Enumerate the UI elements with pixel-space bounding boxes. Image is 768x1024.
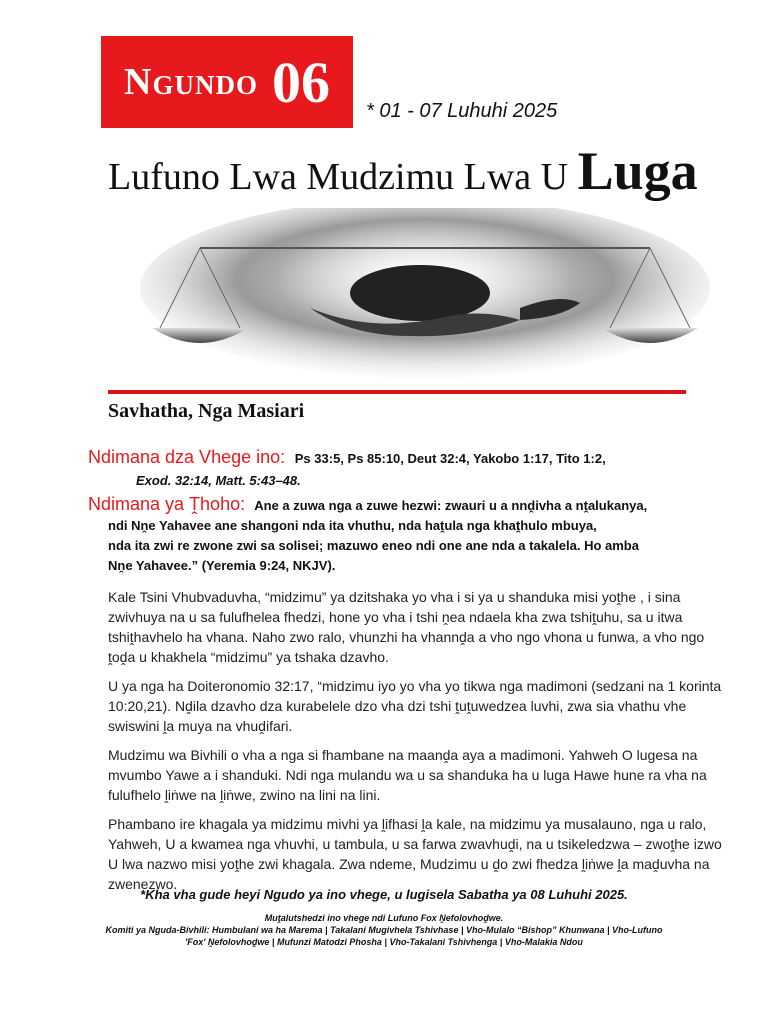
section-divider [108,390,686,394]
body-paragraph: U ya nga ha Doiteronomio 32:17, “midzimu iyo yo vha yo tikwa nga madimoni (sedzani na 1 korinta 10:20,21). Nḓila dzavho dza kurabelele dzo vha dzi tshi ṱuṱuwedzea luvhi, zwa sia vhathu vhe swiswini ḽa muya na vhuḓifari. [108,678,722,734]
memory-verse [88,494,724,576]
body-paragraph: Phambano ire khagala ya midzimu mivhi ya ḽifhasi ḽa kale, na midzimu ya musalauno, nga u ralo, Yahweh, U a kwamea nga vhuvhi, u tambula, u sa farwa zwavhuḓi, na u tsikeledzwa – zwoṱhe izwo U lwa nazwo misi yoṱhe zwi khagala. Zwa ndeme, Mudzimu u ḓo zwi fhedza ḽiṅwe ḽa maḓuvha na zwenezwo. [108,816,722,892]
day-heading: Savhatha, Nga Masiari [108,400,305,422]
weekly-verses-label: Ndimana dza Vhege ino: [88,447,286,467]
memory-verse-line3: nda ita zwi re zwone zwi sa solisei; mazuwo eneo ndi one ane nda a takalela. Ho amba [108,538,639,553]
weekly-verses [88,446,718,492]
memory-verse-line1: Ane a zuwa nga a zuwe hezwi: zwauri u a nnḓivha a nṱalukanya, [254,498,648,513]
lesson-number-banner [101,36,353,128]
weekly-verses-line2: Exod. 32:14, Matt. 5:43–48. [136,473,301,488]
credits-line: Muṱalutshedzi ino vhege ndi Lufuno Fox Ṋefolovhoḓwe. [264,913,504,923]
credits [60,912,708,948]
memory-verse-line4: Nṋe Yahavee.” (Yeremia 9:24, NKJV). [108,558,336,573]
title-emphasis: Luga [577,141,698,201]
scales-hero-image [140,208,710,378]
body-paragraph: Kale Tsini Vhubvaduvha, “midzimu” ya dzitshaka yo vha i si ya u shanduka misi yoṱhe , i sina zwivhuya na u sa fulufhelea fhedzi, hone yo vha i tshi ṋea ndaela kha zwa tshiṱuhu, sa u itwa tshiṱhavhelo ha vhana. Naho zwo ralo, vhunzhi ha vhannḓa a vho ngo vhona u funwa, a vho ngo ṱoḓa u khakhela “midzimu” ya tshaka dzavho. [108,589,705,665]
lesson-dates: * 01 - 07 Luhuhi 2025 [366,100,558,122]
credits-line: 'Fox' Ṋefolovhoḓwe | Mufunzi Matodzi Phosha | Vho-Takalani Tshivhenga | Vho-Malakia Ndou [185,937,583,947]
study-note: *Kha vha gude heyi Ngudo ya ino vhege, u lugisela Sabatha ya 08 Luhuhi 2025. [140,887,628,902]
lesson-label: Ngundo [124,61,258,103]
lesson-number: 06 [271,49,330,115]
memory-verse-label: Ndimana ya Ṱhoho: [88,494,246,514]
lesson-body [108,587,724,903]
title-text: Lufuno Lwa Mudzimu Lwa U [108,156,569,198]
weekly-verses-line1: Ps 33:5, Ps 85:10, Deut 32:4, Yakobo 1:17, Tito 1:2, [294,451,606,466]
credits-line: Komiti ya Nguda-Bivhili: Humbulani wa ha Marema | Takalani Mugivhela Tshivhase | Vho-Mulalo “Bishop” Khunwana | Vho-Lufuno [105,925,663,935]
body-paragraph: Mudzimu wa Bivhili o vha a nga si fhambane na maanḓa aya a madimoni. Yahweh O lugesa na mvumbo Yawe a i shanduki. Ndi nga mulandu wa u sa shanduka ha u luga Hawe hune ra vha na fulufhelo ḽiṅwe na ḽiṅwe, zwino na lini na lini. [108,747,707,803]
memory-verse-line2: ndi Nṋe Yahavee ane shangoni nda ita vhuthu, nda haṱula nga khaṱhulo mbuya, [108,518,597,533]
lesson-title [108,140,698,202]
